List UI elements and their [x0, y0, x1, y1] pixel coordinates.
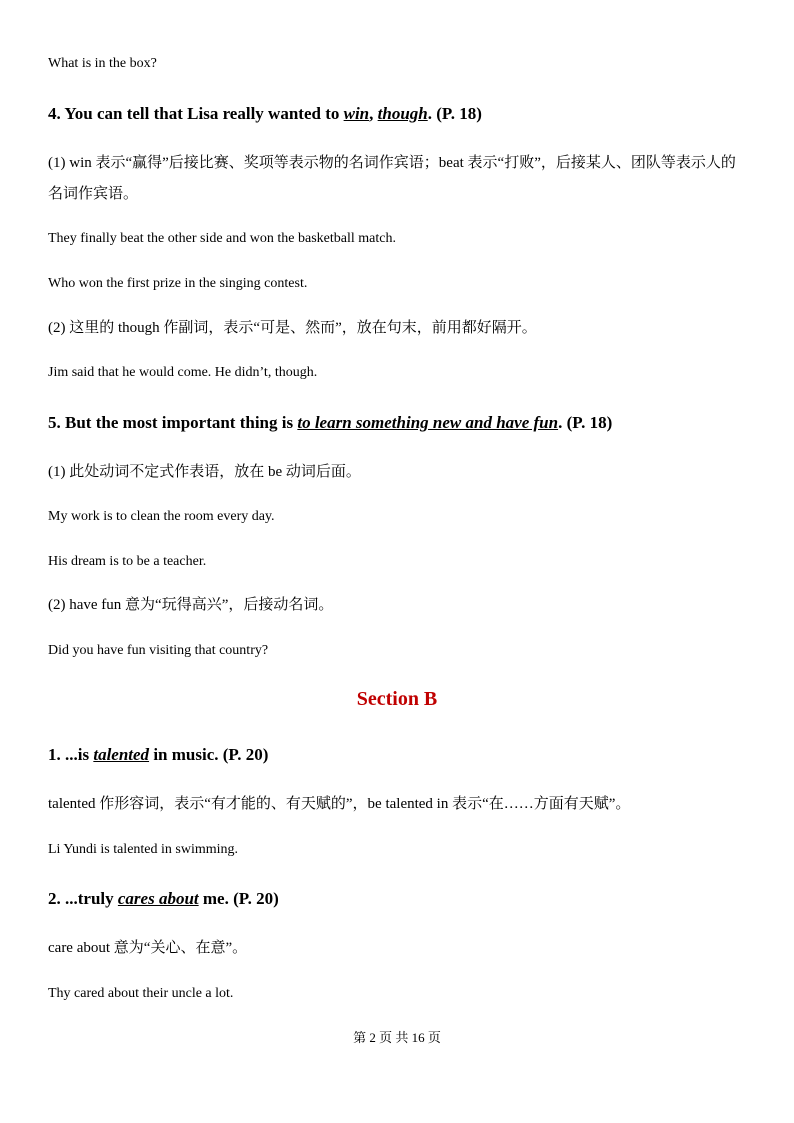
heading-text: , — [369, 104, 378, 123]
explanation-paragraph: (1) 此处动词不定式作表语，放在 be 动词后面。 — [48, 464, 361, 480]
explanation-paragraph: (2) have fun 意为“玩得高兴”，后接动名词。 — [48, 597, 334, 613]
heading-text: 4. You can tell that Lisa really wanted to — [48, 104, 344, 123]
example-line: His dream is to be a teacher. — [48, 554, 207, 569]
example-line: Li Yundi is talented in swimming. — [48, 842, 239, 857]
explanation-paragraph: care about 意为“关心、在意”。 — [48, 940, 248, 956]
example-line: Thy cared about their uncle a lot. — [48, 986, 234, 1001]
heading-5 — [48, 413, 612, 433]
heading-b1 — [48, 745, 268, 765]
heading-text: 5. But the most important thing is — [48, 413, 298, 432]
explanation-paragraph: (2) 这里的 though 作副词，表示“可是、然而”，放在句末，前用都好隔开。 — [48, 320, 537, 336]
keyword: to learn something new and have fun — [297, 413, 559, 432]
heading-text: in music. (P. 20) — [149, 745, 269, 764]
explanation-paragraph: (1) win 表示“赢得”后接比赛、奖项等表示物的名词作宾语；beat 表示“打败”，后接某人、团队等表示人的名词作宾语。 — [48, 155, 736, 202]
heading-text: 2. ...truly — [48, 889, 118, 908]
heading-text: . (P. 18) — [558, 413, 613, 432]
section-title: Section B — [356, 688, 438, 710]
heading-text: me. (P. 20) — [198, 889, 279, 908]
example-line: What is in the box? — [48, 56, 157, 71]
heading-text: 1. ...is — [48, 745, 94, 764]
heading-b2 — [48, 889, 279, 909]
keyword: win — [343, 104, 370, 123]
heading-4 — [48, 104, 482, 124]
explanation-paragraph: talented 作形容词，表示“有才能的、有天赋的”，be talented in 表示“在……方面有天赋”。 — [48, 796, 631, 812]
example-line: Did you have fun visiting that country? — [48, 643, 269, 658]
keyword: cares about — [117, 889, 199, 908]
keyword: talented — [93, 745, 150, 764]
example-line: They finally beat the other side and won the basketball match. — [48, 231, 396, 246]
example-line: My work is to clean the room every day. — [48, 509, 275, 524]
example-line: Jim said that he would come. He didn’t, though. — [48, 365, 318, 380]
keyword: though — [377, 104, 428, 123]
example-line: Who won the first prize in the singing contest. — [48, 276, 308, 291]
page-footer: 第 2 页 共 16 页 — [353, 1030, 441, 1045]
heading-text: . (P. 18) — [427, 104, 482, 123]
